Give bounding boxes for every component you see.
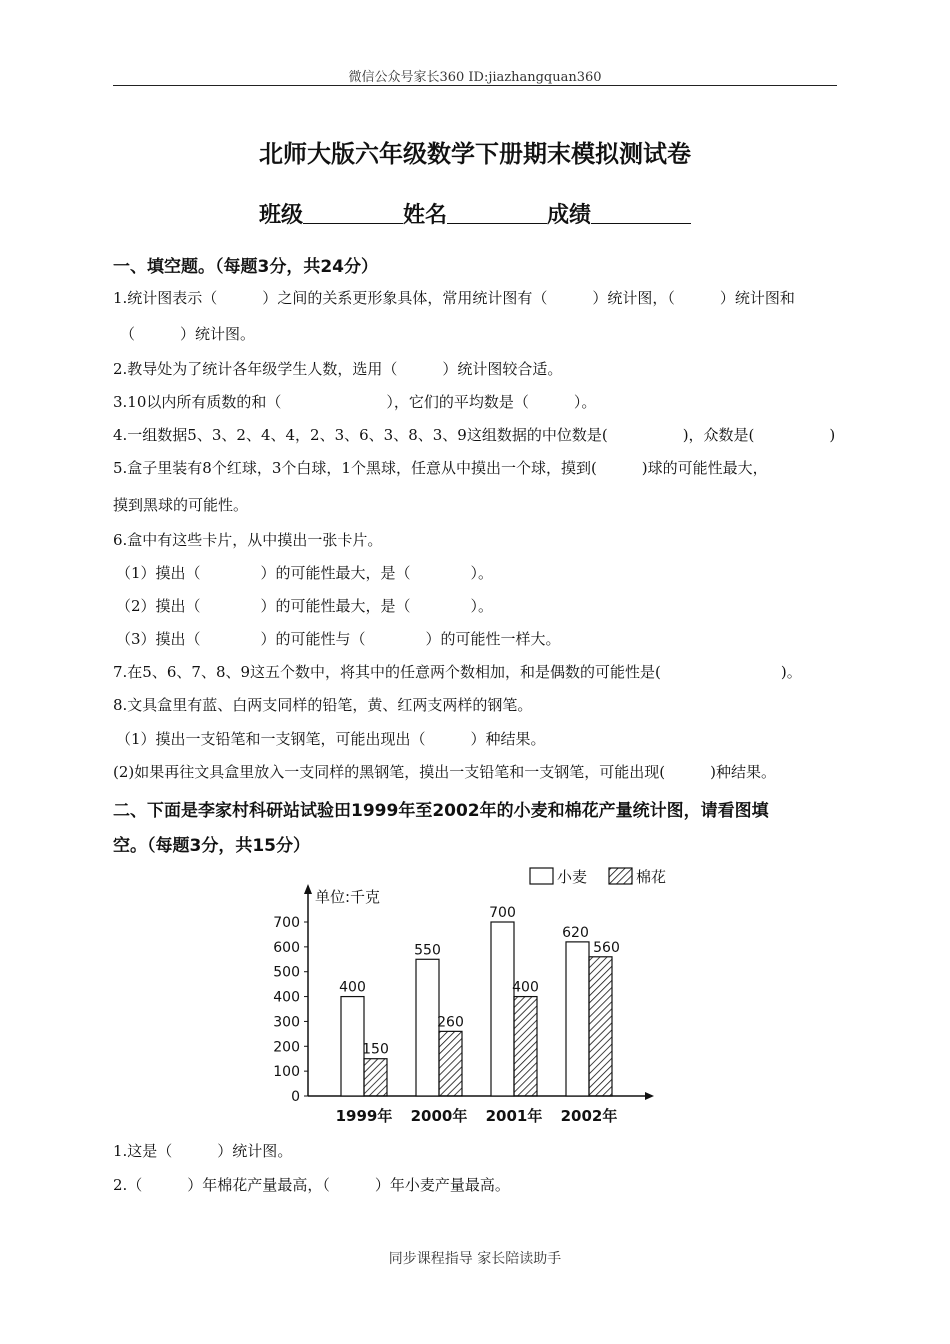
y-tick-label: 500	[273, 964, 300, 981]
student-info-line	[0, 198, 950, 229]
y-tick-label: 400	[273, 989, 300, 1006]
bar-value-label: 400	[512, 979, 539, 996]
unit-label: 单位:千克	[315, 888, 381, 906]
y-tick-label: 600	[273, 939, 300, 956]
section1-heading: 一、填空题。（每题3分，共24分）	[113, 257, 378, 277]
class-blank[interactable]	[303, 203, 403, 224]
page-header: 微信公众号家长360 ID:jiazhangquan360	[348, 70, 602, 85]
cotton-bar	[364, 1059, 387, 1096]
legend-cotton-label: 棉花	[636, 868, 667, 886]
question-line: 2.（ ）年棉花产量最高，（ ）年小麦产量最高。	[113, 1176, 510, 1194]
question-line: 2.教导处为了统计各年级学生人数，选用（ ）统计图较合适。	[113, 360, 563, 378]
cotton-bar	[514, 997, 537, 1096]
question-line: 7.在5、6、7、8、9这五个数中，将其中的任意两个数相加，和是偶数的可能性是( )。	[113, 663, 802, 681]
question-line: （3）摸出（ ）的可能性与（ ）的可能性一样大。	[116, 630, 561, 648]
question-line: （1）摸出一支铅笔和一支钢笔，可能出现出（ ）种结果。	[116, 730, 546, 748]
question-line: （2）摸出（ ）的可能性最大，是（ ）。	[116, 597, 494, 615]
question-line: 5.盒子里装有8个红球，3个白球，1个黑球，任意从中摸出一个球，摸到( )球的可能性最大，	[113, 459, 768, 477]
header-divider	[113, 85, 837, 86]
bar-value-label: 150	[362, 1041, 389, 1058]
bar-chart	[265, 860, 685, 1125]
question-line: （ ）统计图。	[120, 325, 256, 343]
question-line: 1.这是（ ）统计图。	[113, 1142, 293, 1160]
wheat-bar	[491, 922, 514, 1096]
wheat-bar	[416, 959, 439, 1096]
question-line: 1.统计图表示（ ）之间的关系更形象具体，常用统计图有（ ）统计图，（ ）统计图和	[113, 289, 795, 307]
class-label: 班级	[258, 203, 303, 228]
question-line: （1）摸出（ ）的可能性最大，是（ ）。	[116, 564, 494, 582]
bar-value-label: 700	[489, 905, 516, 921]
question-line: 摸到黑球的可能性。	[113, 496, 249, 514]
legend-wheat-label: 小麦	[557, 868, 588, 886]
y-tick-label: 100	[273, 1064, 300, 1081]
section2-heading-cont: 空。（每题3分，共15分）	[113, 836, 310, 856]
cotton-bar	[589, 957, 612, 1096]
question-line: 3.10以内所有质数的和（ ），它们的平均数是（ ）。	[113, 393, 597, 411]
score-blank[interactable]	[591, 203, 691, 224]
bar-value-label: 400	[339, 979, 366, 996]
x-tick-label: 1999年	[335, 1107, 393, 1125]
bar-value-label: 620	[562, 924, 589, 941]
name-blank[interactable]	[447, 203, 547, 224]
wheat-bar	[341, 997, 364, 1096]
page-title: 北师大版六年级数学下册期末模拟测试卷	[259, 140, 691, 168]
score-label: 成绩	[547, 203, 592, 228]
x-tick-label: 2000年	[410, 1107, 468, 1125]
name-label: 姓名	[402, 203, 447, 228]
bar-value-label: 560	[593, 939, 620, 956]
section2-heading: 二、下面是李家村科研站试验田1999年至2002年的小麦和棉花产量统计图，请看图填	[113, 801, 769, 821]
question-line: 6.盒中有这些卡片，从中摸出一张卡片。	[113, 531, 383, 549]
bar-value-label: 550	[414, 942, 441, 959]
cotton-bar	[439, 1031, 462, 1096]
x-axis-arrow	[645, 1092, 654, 1100]
wheat-bar	[566, 942, 589, 1096]
x-tick-label: 2002年	[560, 1107, 618, 1125]
y-tick-label: 300	[273, 1014, 300, 1031]
y-tick-label: 200	[273, 1039, 300, 1056]
x-tick-label: 2001年	[485, 1107, 543, 1125]
legend-wheat-swatch	[530, 868, 553, 884]
y-axis-arrow	[304, 884, 312, 894]
legend-cotton-swatch	[609, 868, 632, 884]
y-tick-label: 700	[273, 915, 300, 931]
question-line: 4.一组数据5、3、2、4、4，2、3、6、3、8、3、9这组数据的中位数是( )，众数是( )	[113, 426, 836, 444]
question-line: 8.文具盒里有蓝、白两支同样的铅笔，黄、红两支两样的钢笔。	[113, 696, 533, 714]
y-tick-label: 0	[291, 1089, 300, 1105]
page-footer: 同步课程指导 家长陪读助手	[388, 1251, 562, 1267]
question-line: (2)如果再往文具盒里放入一支同样的黑钢笔，摸出一支铅笔和一支钢笔，可能出现( )种结果。	[113, 763, 776, 781]
bar-value-label: 260	[437, 1014, 464, 1031]
